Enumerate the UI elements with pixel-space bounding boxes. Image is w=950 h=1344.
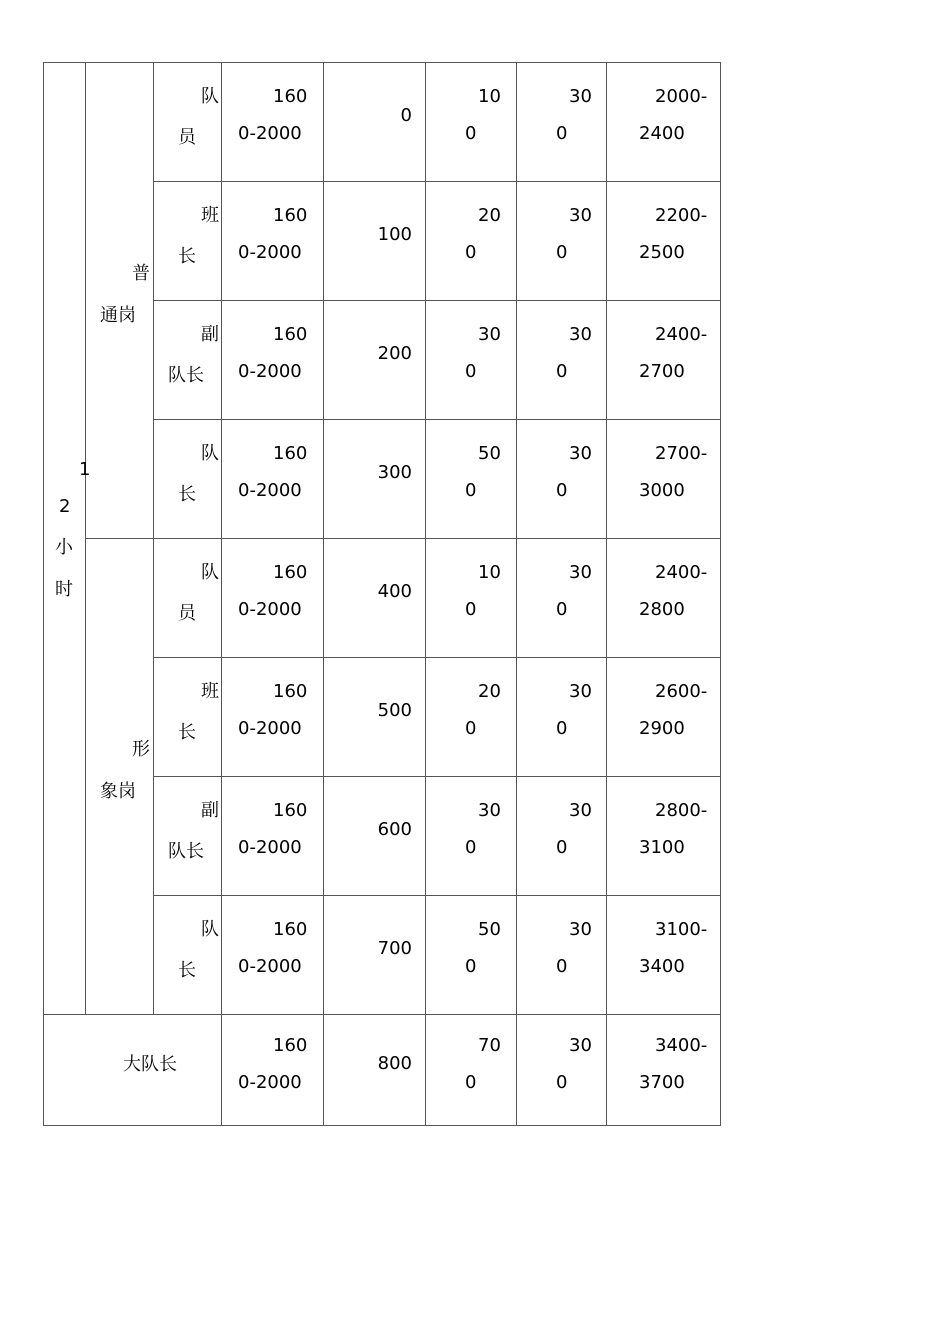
salary-table bbox=[43, 62, 721, 1126]
other-allowance-text: 0 bbox=[556, 718, 568, 739]
base-salary-text: 160 bbox=[273, 205, 308, 226]
total-text: 2700- bbox=[655, 443, 708, 464]
other-allowance-text: 0 bbox=[556, 242, 568, 263]
base-salary-text: 160 bbox=[273, 919, 308, 940]
total-text: 2400- bbox=[655, 324, 708, 345]
role-cell bbox=[154, 63, 222, 182]
total-cell bbox=[607, 658, 721, 777]
captain-role-cell bbox=[44, 1015, 222, 1126]
shift-text-4: 时 bbox=[55, 579, 73, 600]
shift-text-2: 2 bbox=[59, 496, 71, 517]
position-allowance-cell bbox=[426, 63, 517, 182]
role-text: 队 bbox=[201, 443, 219, 464]
total-text: 3000 bbox=[639, 480, 685, 501]
total-text: 2200- bbox=[655, 205, 708, 226]
role-cell bbox=[154, 658, 222, 777]
other-allowance-cell bbox=[517, 301, 607, 420]
role-cell bbox=[154, 896, 222, 1015]
post-allowance-text: 200 bbox=[377, 343, 412, 364]
role-text: 队长 bbox=[168, 365, 204, 386]
other-allowance-text: 30 bbox=[569, 919, 592, 940]
total-cell bbox=[607, 777, 721, 896]
other-allowance-cell bbox=[517, 420, 607, 539]
role-text: 副 bbox=[201, 800, 219, 821]
position-allowance-cell bbox=[426, 1015, 517, 1126]
total-cell bbox=[607, 63, 721, 182]
other-allowance-text: 30 bbox=[569, 562, 592, 583]
total-cell bbox=[607, 182, 721, 301]
base-salary-text: 160 bbox=[273, 800, 308, 821]
other-allowance-text: 0 bbox=[556, 123, 568, 144]
base-salary-text: 0-2000 bbox=[238, 599, 302, 620]
position-allowance-text: 10 bbox=[478, 562, 501, 583]
post-category-image bbox=[86, 539, 154, 1015]
role-text: 长 bbox=[178, 722, 196, 743]
role-cell bbox=[154, 182, 222, 301]
post-allowance-cell bbox=[324, 63, 426, 182]
position-allowance-text: 0 bbox=[465, 480, 477, 501]
role-text: 员 bbox=[178, 127, 196, 148]
position-allowance-text: 50 bbox=[478, 919, 501, 940]
total-text: 2700 bbox=[639, 361, 685, 382]
role-cell bbox=[154, 777, 222, 896]
role-text: 队 bbox=[201, 86, 219, 107]
position-allowance-text: 0 bbox=[465, 1072, 477, 1093]
post-allowance-text: 600 bbox=[377, 819, 412, 840]
position-allowance-text: 20 bbox=[478, 205, 501, 226]
base-salary-cell bbox=[222, 182, 324, 301]
total-text: 2600- bbox=[655, 681, 708, 702]
total-text: 3400 bbox=[639, 956, 685, 977]
base-salary-cell bbox=[222, 777, 324, 896]
total-text: 2400- bbox=[655, 562, 708, 583]
post-allowance-text: 300 bbox=[377, 462, 412, 483]
post-allowance-text: 400 bbox=[377, 581, 412, 602]
role-text: 班 bbox=[201, 205, 219, 226]
position-allowance-cell bbox=[426, 777, 517, 896]
category-text: 形 bbox=[132, 739, 150, 760]
other-allowance-cell bbox=[517, 539, 607, 658]
position-allowance-text: 0 bbox=[465, 242, 477, 263]
other-allowance-text: 30 bbox=[569, 324, 592, 345]
table-row bbox=[44, 539, 721, 658]
base-salary-text: 0-2000 bbox=[238, 956, 302, 977]
post-allowance-cell bbox=[324, 420, 426, 539]
other-allowance-text: 0 bbox=[556, 599, 568, 620]
category-text: 普 bbox=[132, 263, 150, 284]
base-salary-text: 160 bbox=[273, 443, 308, 464]
role-text: 队 bbox=[201, 919, 219, 940]
total-text: 2400 bbox=[639, 123, 685, 144]
post-allowance-text: 500 bbox=[377, 700, 412, 721]
base-salary-text: 160 bbox=[273, 562, 308, 583]
position-allowance-text: 0 bbox=[465, 956, 477, 977]
other-allowance-cell bbox=[517, 896, 607, 1015]
other-allowance-text: 0 bbox=[556, 480, 568, 501]
position-allowance-cell bbox=[426, 182, 517, 301]
role-cell bbox=[154, 420, 222, 539]
other-allowance-text: 0 bbox=[556, 361, 568, 382]
base-salary-text: 0-2000 bbox=[238, 242, 302, 263]
position-allowance-cell bbox=[426, 420, 517, 539]
position-allowance-cell bbox=[426, 658, 517, 777]
other-allowance-text: 0 bbox=[556, 956, 568, 977]
total-text: 3100 bbox=[639, 837, 685, 858]
base-salary-cell bbox=[222, 63, 324, 182]
role-cell bbox=[154, 539, 222, 658]
total-cell bbox=[607, 896, 721, 1015]
position-allowance-text: 0 bbox=[465, 718, 477, 739]
other-allowance-cell bbox=[517, 1015, 607, 1126]
position-allowance-text: 30 bbox=[478, 324, 501, 345]
position-allowance-text: 70 bbox=[478, 1035, 501, 1056]
shift-text-3: 小 bbox=[55, 537, 73, 558]
other-allowance-text: 30 bbox=[569, 443, 592, 464]
table-row-captain bbox=[44, 1015, 721, 1126]
post-allowance-cell bbox=[324, 777, 426, 896]
role-text: 员 bbox=[178, 603, 196, 624]
role-text: 长 bbox=[178, 960, 196, 981]
other-allowance-cell bbox=[517, 777, 607, 896]
total-text: 2500 bbox=[639, 242, 685, 263]
post-allowance-cell bbox=[324, 896, 426, 1015]
post-allowance-text: 800 bbox=[377, 1053, 412, 1074]
base-salary-text: 160 bbox=[273, 681, 308, 702]
position-allowance-cell bbox=[426, 896, 517, 1015]
other-allowance-text: 0 bbox=[556, 837, 568, 858]
shift-duration-cell bbox=[44, 63, 91, 1015]
position-allowance-text: 0 bbox=[465, 123, 477, 144]
position-allowance-text: 10 bbox=[478, 86, 501, 107]
position-allowance-text: 0 bbox=[465, 599, 477, 620]
total-cell bbox=[607, 301, 721, 420]
position-allowance-cell bbox=[426, 301, 517, 420]
role-text: 队长 bbox=[168, 841, 204, 862]
post-allowance-text: 700 bbox=[377, 938, 412, 959]
base-salary-cell bbox=[222, 896, 324, 1015]
category-text: 通岗 bbox=[100, 305, 136, 326]
other-allowance-text: 30 bbox=[569, 1035, 592, 1056]
post-allowance-cell bbox=[324, 301, 426, 420]
post-allowance-text: 100 bbox=[377, 224, 412, 245]
category-text: 象岗 bbox=[100, 781, 136, 802]
other-allowance-text: 30 bbox=[569, 86, 592, 107]
base-salary-text: 0-2000 bbox=[238, 837, 302, 858]
other-allowance-cell bbox=[517, 63, 607, 182]
other-allowance-text: 30 bbox=[569, 800, 592, 821]
position-allowance-text: 20 bbox=[478, 681, 501, 702]
captain-role-text: 大队长 bbox=[123, 1054, 177, 1075]
base-salary-text: 0-2000 bbox=[238, 480, 302, 501]
base-salary-text: 160 bbox=[273, 1035, 308, 1056]
other-allowance-text: 0 bbox=[556, 1072, 568, 1093]
post-allowance-cell bbox=[324, 182, 426, 301]
total-text: 3400- bbox=[655, 1035, 708, 1056]
other-allowance-cell bbox=[517, 658, 607, 777]
role-cell bbox=[154, 301, 222, 420]
base-salary-text: 160 bbox=[273, 86, 308, 107]
total-cell bbox=[607, 1015, 721, 1126]
post-allowance-text: 0 bbox=[400, 105, 412, 126]
other-allowance-text: 30 bbox=[569, 681, 592, 702]
total-text: 3700 bbox=[639, 1072, 685, 1093]
position-allowance-text: 30 bbox=[478, 800, 501, 821]
total-text: 2900 bbox=[639, 718, 685, 739]
post-allowance-cell bbox=[324, 1015, 426, 1126]
base-salary-text: 0-2000 bbox=[238, 361, 302, 382]
other-allowance-cell bbox=[517, 182, 607, 301]
total-cell bbox=[607, 420, 721, 539]
position-allowance-text: 0 bbox=[465, 837, 477, 858]
position-allowance-cell bbox=[426, 539, 517, 658]
table-row bbox=[44, 63, 721, 182]
base-salary-cell bbox=[222, 301, 324, 420]
total-text: 2000- bbox=[655, 86, 708, 107]
other-allowance-text: 30 bbox=[569, 205, 592, 226]
base-salary-text: 0-2000 bbox=[238, 718, 302, 739]
post-category-normal bbox=[86, 63, 154, 539]
base-salary-cell bbox=[222, 658, 324, 777]
position-allowance-text: 0 bbox=[465, 361, 477, 382]
role-text: 长 bbox=[178, 484, 196, 505]
position-allowance-text: 50 bbox=[478, 443, 501, 464]
total-cell bbox=[607, 539, 721, 658]
base-salary-cell bbox=[222, 420, 324, 539]
role-text: 队 bbox=[201, 562, 219, 583]
base-salary-text: 160 bbox=[273, 324, 308, 345]
base-salary-text: 0-2000 bbox=[238, 123, 302, 144]
base-salary-cell bbox=[222, 1015, 324, 1126]
role-text: 副 bbox=[201, 324, 219, 345]
total-text: 2800 bbox=[639, 599, 685, 620]
post-allowance-cell bbox=[324, 539, 426, 658]
role-text: 班 bbox=[201, 681, 219, 702]
base-salary-cell bbox=[222, 539, 324, 658]
role-text: 长 bbox=[178, 246, 196, 267]
shift-text-1: 1 bbox=[79, 459, 91, 480]
total-text: 2800- bbox=[655, 800, 708, 821]
total-text: 3100- bbox=[655, 919, 708, 940]
post-allowance-cell bbox=[324, 658, 426, 777]
base-salary-text: 0-2000 bbox=[238, 1072, 302, 1093]
